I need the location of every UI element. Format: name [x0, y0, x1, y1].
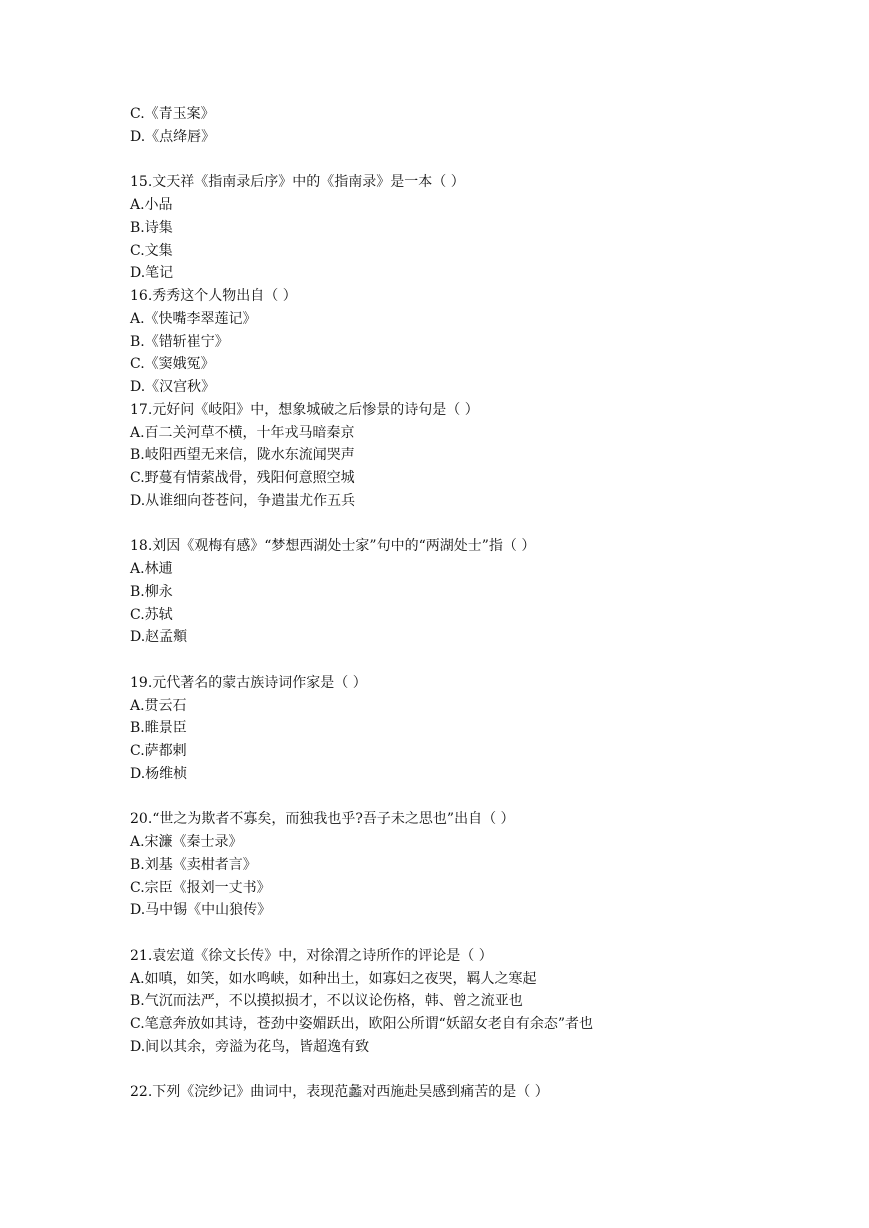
option-a: A.百二关河草不横，十年戎马暗秦京 — [130, 424, 355, 441]
question-stem: 17.元好问《岐阳》中，想象城破之后惨景的诗句是（ ） — [130, 401, 479, 418]
blank-line — [130, 1059, 830, 1082]
option-b: B.《错斩崔宁》 — [130, 333, 229, 350]
option-d: D.赵孟頫 — [130, 629, 188, 646]
question-20 — [130, 808, 830, 922]
question-stem: 18.刘因《观梅有感》“梦想西湖处士家”句中的“两湖处士”指（ ） — [130, 538, 536, 555]
question-19 — [130, 672, 830, 786]
option-c: C.文集 — [130, 242, 173, 259]
option-d: D.杨维桢 — [130, 765, 188, 782]
blank-line — [130, 513, 830, 536]
option-c: C.《窦娥冤》 — [130, 356, 215, 373]
option-a: A.《快嘴李翠莲记》 — [130, 310, 257, 327]
question-16 — [130, 285, 830, 399]
option-d: D.《汉宫秋》 — [130, 379, 216, 395]
option-b: B.柳永 — [130, 583, 173, 600]
question-22 — [130, 1081, 830, 1104]
blank-line — [130, 786, 830, 809]
option-c: C.野蔓有情萦战骨，残阳何意照空城 — [130, 470, 355, 486]
blank-line — [130, 922, 830, 945]
option-b: B.诗集 — [130, 219, 173, 236]
option-c: C.宗臣《报刘一丈书》 — [130, 879, 271, 896]
question-stem: 16.秀秀这个人物出自（ ） — [130, 288, 297, 304]
option-a: A.小品 — [130, 197, 173, 213]
option-b: B.岐阳西望无来信，陇水东流闻哭声 — [130, 447, 355, 464]
option-a: A.宋濂《秦士录》 — [130, 834, 243, 850]
option-d: D.间以其余，旁溢为花鸟，皆超逸有致 — [130, 1038, 370, 1055]
option-a: A.如嗔，如笑，如水鸣峡，如种出土，如寡妇之夜哭，羁人之寒起 — [130, 970, 537, 987]
option-c: C.笔意奔放如其诗，苍劲中姿媚跃出，欧阳公所谓“妖韶女老自有余态”者也 — [130, 1016, 593, 1032]
question-stem: 21.袁宏道《徐文长传》中，对徐渭之诗所作的评论是（ ） — [130, 947, 493, 964]
option-b: B.气沉而法严，不以摸拟损才，不以议论伤格，韩、曾之流亚也 — [130, 993, 523, 1010]
blank-line — [130, 149, 830, 172]
option-a: A.贯云石 — [130, 697, 187, 714]
blank-line — [130, 649, 830, 672]
option-b: B.刘基《卖柑者言》 — [130, 856, 257, 873]
option-d: D.马中锡《中山狼传》 — [130, 902, 272, 919]
option-a: A.林逋 — [130, 561, 173, 577]
option-b: B.睢景臣 — [130, 720, 187, 737]
option-d: D.笔记 — [130, 265, 174, 282]
option-d: D.从谁细向苍苍问，争遣蚩尤作五兵 — [130, 492, 356, 509]
question-stem: 15.文天祥《指南录后序》中的《指南录》是一本（ ） — [130, 174, 465, 191]
carryover-options — [130, 103, 830, 149]
question-stem: 22.下列《浣纱记》曲词中，表现范蠡对西施赴吴感到痛苦的是（ ） — [130, 1084, 549, 1101]
question-21 — [130, 945, 830, 1059]
question-15 — [130, 171, 830, 285]
question-stem: 19.元代著名的蒙古族诗词作家是（ ） — [130, 674, 367, 691]
question-18 — [130, 535, 830, 649]
option-line: D.《点绛唇》 — [130, 128, 216, 145]
question-stem: 20.“世之为欺者不寡矣，而独我也乎?吾子未之思也”出自（ ） — [130, 811, 515, 828]
question-17 — [130, 399, 830, 513]
option-line: C.《青玉案》 — [130, 106, 215, 122]
option-c: C.苏轼 — [130, 606, 173, 623]
option-c: C.萨都剌 — [130, 743, 187, 759]
document-page — [130, 103, 830, 1104]
